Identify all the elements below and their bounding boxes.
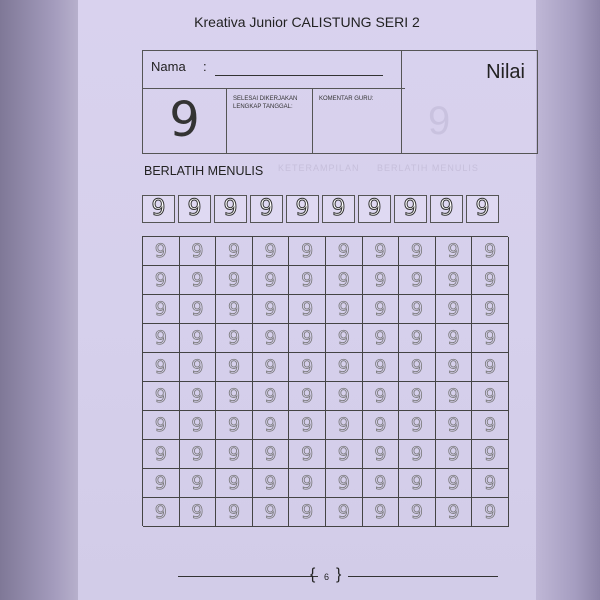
sample-digit-cell [358,195,391,223]
practice-cell[interactable] [363,440,400,469]
trace-digit: 9 [227,268,241,291]
sample-digit-cell [430,195,463,223]
trace-digit: 9 [227,355,241,378]
practice-cell[interactable] [289,324,326,353]
nama-write-line[interactable] [215,75,383,76]
practice-cell[interactable] [472,324,509,353]
trace-digit: 9 [410,500,423,523]
trace-digit: 9 [337,471,350,494]
practice-cell[interactable] [326,440,363,469]
practice-cell[interactable] [436,469,473,498]
practice-cell[interactable] [399,353,436,382]
nama-row [143,51,405,89]
practice-cell[interactable] [326,469,363,498]
trace-digit: 9 [410,413,423,436]
practice-cell[interactable] [143,469,180,498]
trace-digit: 9 [374,239,387,262]
footer-line-right [348,576,498,577]
digit-cell [143,89,227,153]
trace-digit: 9 [154,471,167,494]
practice-cell[interactable] [180,382,217,411]
trace-digit: 9 [447,384,460,407]
show-through-text: KETERAMPILAN BERLATIH MENULIS [278,163,479,173]
practice-cell[interactable] [143,498,180,527]
practice-cell[interactable] [436,324,473,353]
practice-cell[interactable] [289,382,326,411]
practice-cell[interactable] [180,237,217,266]
nilai-cell[interactable] [401,51,537,153]
trace-digit: 9 [337,442,350,465]
header-box [142,50,538,154]
trace-digit: 9 [301,500,314,523]
trace-digit: 9 [191,500,204,523]
trace-digit: 9 [374,355,387,378]
trace-digit: 9 [447,355,460,378]
trace-digit: 9 [484,442,497,465]
practice-cell[interactable] [326,498,363,527]
trace-digit: 9 [484,413,497,436]
trace-digit: 9 [410,471,423,494]
practice-cell[interactable] [253,498,290,527]
worksheet-page [78,0,536,600]
practice-cell[interactable] [143,295,180,324]
nilai-label: Nilai [486,61,525,83]
trace-digit: 9 [484,297,497,320]
trace-digit: 9 [154,268,167,291]
trace-digit: 9 [301,326,314,349]
sample-digit: 9 [295,196,310,221]
trace-digit: 9 [374,297,387,320]
practice-cell[interactable] [216,266,253,295]
trace-digit: 9 [410,239,423,262]
trace-digit: 9 [484,268,497,291]
trace-digit: 9 [301,297,314,320]
sample-digit-cell [394,195,427,223]
practice-grid [142,236,508,526]
trace-digit: 9 [484,355,497,378]
trace-digit: 9 [337,239,350,262]
practice-cell[interactable] [326,324,363,353]
practice-cell[interactable] [216,469,253,498]
practice-cell[interactable] [436,440,473,469]
practice-cell[interactable] [363,498,400,527]
trace-digit: 9 [264,384,277,407]
sample-digit-cell [142,195,175,223]
trace-digit: 9 [301,239,314,262]
footer-line-left [178,576,318,577]
nama-colon: : [203,59,207,74]
practice-cell[interactable] [289,440,326,469]
practice-cell[interactable] [143,440,180,469]
practice-cell[interactable] [143,237,180,266]
practice-cell[interactable] [289,266,326,295]
sample-digit: 9 [151,196,166,221]
practice-cell[interactable] [472,266,509,295]
trace-digit: 9 [410,355,423,378]
trace-digit: 9 [374,413,387,436]
practice-cell[interactable] [399,469,436,498]
sample-digit-cell [322,195,355,223]
sample-digit-cell [466,195,499,223]
trace-digit: 9 [337,500,350,523]
practice-cell[interactable] [436,382,473,411]
practice-cell[interactable] [216,295,253,324]
practice-cell[interactable] [289,353,326,382]
trace-digit: 9 [484,500,497,523]
trace-digit: 9 [227,471,241,494]
practice-cell[interactable] [180,324,217,353]
practice-cell[interactable] [216,440,253,469]
practice-cell[interactable] [216,324,253,353]
practice-cell[interactable] [472,411,509,440]
sample-digit: 9 [475,196,490,221]
practice-cell[interactable] [216,382,253,411]
trace-digit: 9 [227,326,241,349]
page-number: 6 [324,572,330,582]
trace-digit: 9 [484,326,497,349]
trace-digit: 9 [484,471,497,494]
practice-cell[interactable] [399,440,436,469]
practice-cell[interactable] [143,353,180,382]
trace-digit: 9 [337,268,350,291]
trace-digit: 9 [154,355,167,378]
trace-digit: 9 [264,326,277,349]
section-title: BERLATIH MENULIS [144,164,264,178]
practice-cell[interactable] [472,295,509,324]
trace-digit: 9 [447,471,460,494]
practice-cell[interactable] [253,469,290,498]
practice-cell[interactable] [253,382,290,411]
practice-cell[interactable] [326,295,363,324]
komentar-label: KOMENTAR GURU: [319,96,374,102]
trace-digit: 9 [447,297,460,320]
trace-digit: 9 [227,297,241,320]
sample-digit: 9 [403,196,418,221]
practice-cell[interactable] [363,469,400,498]
sample-digit-cell [286,195,319,223]
practice-cell[interactable] [436,498,473,527]
trace-digit: 9 [410,442,423,465]
practice-cell[interactable] [363,295,400,324]
big-digit: 9 [169,92,200,148]
practice-cell[interactable] [363,411,400,440]
trace-digit: 9 [301,442,314,465]
trace-digit: 9 [374,442,387,465]
practice-cell[interactable] [326,411,363,440]
trace-digit: 9 [264,355,277,378]
trace-digit: 9 [154,442,167,465]
practice-cell[interactable] [143,411,180,440]
trace-digit: 9 [191,384,204,407]
sample-digit: 9 [439,196,454,221]
trace-digit: 9 [227,239,241,262]
practice-cell[interactable] [363,266,400,295]
trace-digit: 9 [154,326,167,349]
trace-digit: 9 [447,500,460,523]
trace-digit: 9 [227,442,241,465]
trace-digit: 9 [337,355,350,378]
practice-cell[interactable] [472,440,509,469]
trace-digit: 9 [191,442,204,465]
practice-cell[interactable] [399,498,436,527]
practice-cell[interactable] [436,411,473,440]
practice-cell[interactable] [253,324,290,353]
practice-cell[interactable] [363,237,400,266]
trace-digit: 9 [301,413,314,436]
trace-digit: 9 [154,297,167,320]
trace-digit: 9 [484,239,497,262]
trace-digit: 9 [337,384,350,407]
practice-cell[interactable] [216,498,253,527]
trace-digit: 9 [374,384,387,407]
book-left-edge [0,0,78,600]
practice-cell[interactable] [436,353,473,382]
trace-digit: 9 [484,384,497,407]
practice-cell[interactable] [216,237,253,266]
practice-cell[interactable] [472,237,509,266]
practice-cell[interactable] [472,498,509,527]
trace-digit: 9 [264,239,277,262]
practice-cell[interactable] [472,353,509,382]
trace-digit: 9 [410,268,423,291]
sample-digit-cell [250,195,283,223]
practice-cell[interactable] [472,382,509,411]
trace-digit: 9 [374,326,387,349]
sample-digit: 9 [367,196,382,221]
trace-digit: 9 [191,326,204,349]
trace-digit: 9 [337,297,350,320]
trace-digit: 9 [191,355,204,378]
trace-digit: 9 [301,355,314,378]
trace-digit: 9 [191,471,204,494]
trace-digit: 9 [301,384,314,407]
practice-cell[interactable] [180,440,217,469]
trace-digit: 9 [264,297,277,320]
practice-cell[interactable] [363,324,400,353]
footer-brace-left: { [310,566,316,583]
practice-cell[interactable] [253,295,290,324]
trace-digit: 9 [374,500,387,523]
document-title: Kreativa Junior CALISTUNG SERI 2 [194,14,420,30]
trace-digit: 9 [264,471,277,494]
trace-digit: 9 [154,384,167,407]
trace-digit: 9 [264,442,277,465]
practice-cell[interactable] [253,440,290,469]
trace-digit: 9 [410,384,423,407]
practice-cell[interactable] [399,295,436,324]
trace-digit: 9 [154,239,167,262]
trace-digit: 9 [301,471,314,494]
practice-cell[interactable] [289,469,326,498]
selesai-cell[interactable] [227,89,313,153]
trace-digit: 9 [154,500,167,523]
practice-cell[interactable] [399,266,436,295]
practice-cell[interactable] [289,411,326,440]
practice-cell[interactable] [399,411,436,440]
practice-cell[interactable] [143,382,180,411]
trace-digit: 9 [301,268,314,291]
practice-cell[interactable] [289,498,326,527]
practice-cell[interactable] [180,295,217,324]
practice-cell[interactable] [326,237,363,266]
practice-cell[interactable] [180,353,217,382]
practice-cell[interactable] [436,237,473,266]
practice-cell[interactable] [289,237,326,266]
komentar-cell[interactable] [313,89,401,153]
practice-cell[interactable] [289,295,326,324]
trace-digit: 9 [227,500,241,523]
trace-digit: 9 [374,268,387,291]
trace-digit: 9 [410,297,423,320]
trace-digit: 9 [191,413,204,436]
nama-label: Nama [151,59,186,74]
practice-cell[interactable] [180,266,217,295]
practice-cell[interactable] [363,353,400,382]
practice-cell[interactable] [253,353,290,382]
practice-cell[interactable] [180,498,217,527]
book-right-edge [536,0,600,600]
trace-digit: 9 [447,239,460,262]
practice-cell[interactable] [399,324,436,353]
trace-digit: 9 [191,268,204,291]
practice-cell[interactable] [326,353,363,382]
practice-cell[interactable] [399,382,436,411]
sample-digit: 9 [259,196,274,221]
practice-cell[interactable] [143,324,180,353]
selesai-label: SELESAI DIKERJAKAN LENGKAP TANGGAL: [233,96,298,110]
practice-cell[interactable] [180,411,217,440]
trace-digit: 9 [447,413,460,436]
trace-digit: 9 [374,471,387,494]
trace-digit: 9 [447,442,460,465]
practice-cell[interactable] [436,295,473,324]
trace-digit: 9 [227,413,241,436]
trace-digit: 9 [264,500,277,523]
trace-digit: 9 [191,297,204,320]
trace-digit: 9 [410,326,423,349]
practice-cell[interactable] [253,266,290,295]
trace-digit: 9 [337,326,350,349]
practice-cell[interactable] [399,237,436,266]
trace-digit: 9 [337,413,350,436]
trace-digit: 9 [227,384,241,407]
trace-digit: 9 [447,268,460,291]
practice-cell[interactable] [216,353,253,382]
sample-digit-cell [178,195,211,223]
practice-cell[interactable] [180,469,217,498]
practice-cell[interactable] [436,266,473,295]
trace-digit: 9 [447,326,460,349]
sample-digit: 9 [223,196,238,221]
trace-digit: 9 [191,239,204,262]
practice-cell[interactable] [472,469,509,498]
practice-cell[interactable] [326,382,363,411]
trace-digit: 9 [154,413,167,436]
show-through-digit: 9 [428,99,451,143]
footer-brace-right: } [336,566,342,583]
sample-digit-cell [214,195,247,223]
practice-cell[interactable] [253,411,290,440]
sample-digit-row [142,195,504,223]
trace-digit: 9 [264,268,277,291]
practice-cell[interactable] [363,382,400,411]
practice-cell[interactable] [326,266,363,295]
sample-digit: 9 [331,196,346,221]
practice-cell[interactable] [253,237,290,266]
sample-digit: 9 [187,196,202,221]
practice-cell[interactable] [216,411,253,440]
trace-digit: 9 [264,413,277,436]
practice-cell[interactable] [143,266,180,295]
